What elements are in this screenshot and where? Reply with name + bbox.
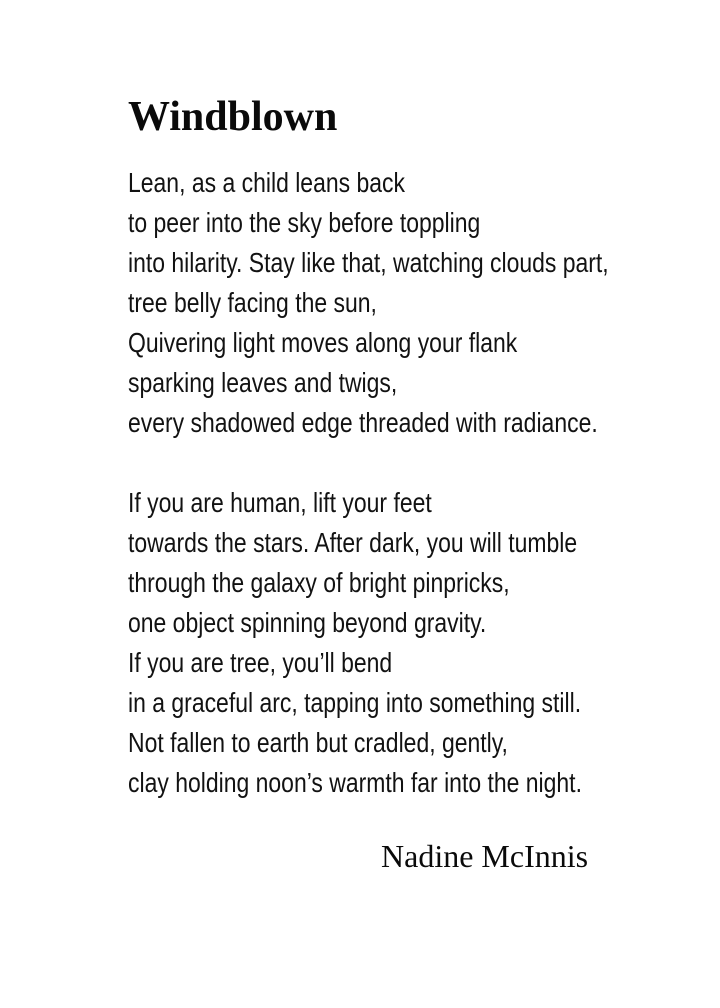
poem-line: sparking leaves and twigs,	[128, 367, 398, 398]
poem-line: to peer into the sky before toppling	[128, 207, 481, 238]
poem-line: Not fallen to earth but cradled, gently,	[128, 727, 508, 758]
poem-line: If you are human, lift your feet	[128, 487, 432, 518]
poem-line: tree belly facing the sun,	[128, 287, 377, 318]
poem-line: Lean, as a child leans back	[128, 167, 405, 198]
poem-line: every shadowed edge threaded with radiance.	[128, 407, 598, 438]
poem-line: into hilarity. Stay like that, watching clouds part,	[128, 247, 609, 278]
stanza	[128, 163, 702, 443]
poem-line: Quivering light moves along your flank	[128, 327, 518, 358]
poem-body	[128, 163, 702, 803]
poem-line: through the galaxy of bright pinpricks,	[128, 567, 510, 598]
poem-line: in a graceful arc, tapping into something still.	[128, 687, 582, 718]
poem-author: Nadine McInnis	[381, 838, 589, 874]
stanza	[128, 483, 702, 803]
poem-line: clay holding noon’s warmth far into the night.	[128, 767, 582, 798]
poem-line: one object spinning beyond gravity.	[128, 607, 487, 638]
poem-line: If you are tree, you’ll bend	[128, 647, 393, 678]
poem-title: Windblown	[128, 94, 338, 140]
poem-line: towards the stars. After dark, you will tumble	[128, 527, 578, 558]
